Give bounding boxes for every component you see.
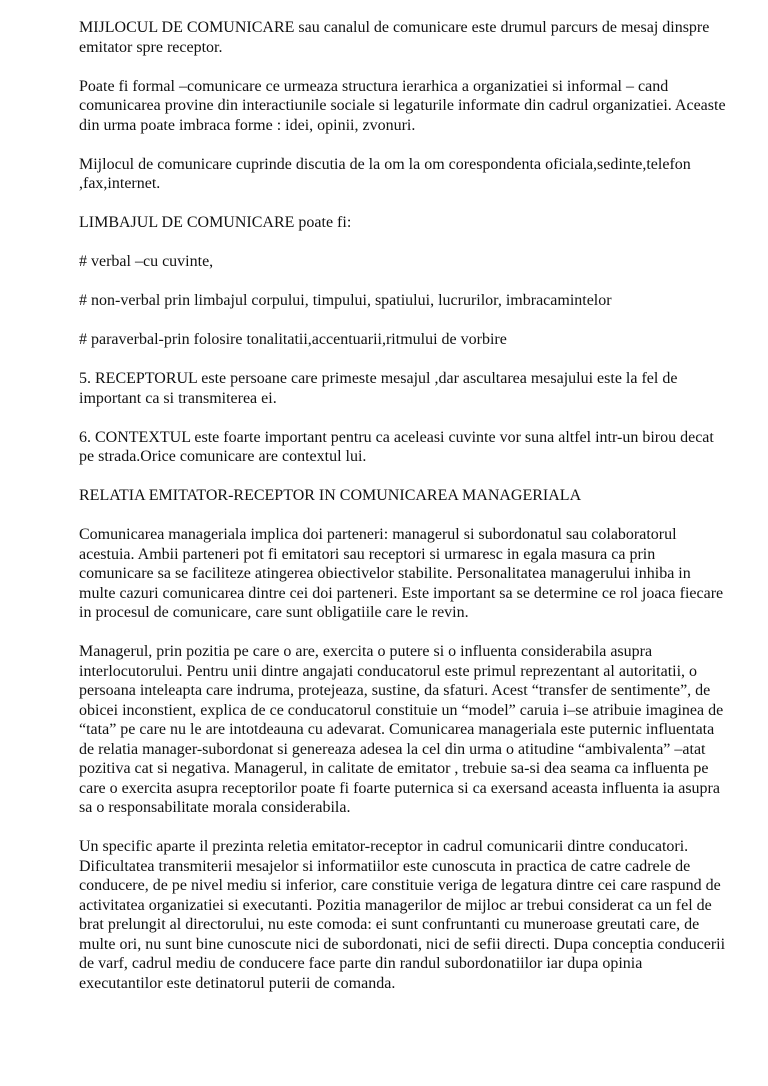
document-page bbox=[79, 18, 729, 1013]
list-item-non-verbal: # non-verbal prin limbajul corpului, timpului, spatiului, lucrurilor, imbracamintelor bbox=[79, 292, 612, 309]
paragraph-contextul: 6. CONTEXTUL este foarte important pentru ca aceleasi cuvinte vor suna altfel intr-un birou decat pe strada.Orice comunicare are contextul lui. bbox=[79, 428, 714, 465]
list-item-paraverbal: # paraverbal-prin folosire tonalitatii,accentuarii,ritmului de vorbire bbox=[79, 331, 507, 348]
paragraph-receptorul: 5. RECEPTORUL este persoane care primeste mesajul ,dar ascultarea mesajului este la fel de important ca si transmiterea ei. bbox=[79, 370, 678, 407]
section-heading-relatia: RELATIA EMITATOR-RECEPTOR IN COMUNICAREA MANAGERIALA bbox=[79, 487, 582, 504]
paragraph-managerul: Managerul, prin pozitia pe care o are, exercita o putere si o influenta considerabila asupra interlocutorului. Pentru unii dintre angajati conducatorul este primul reprezentant al autoritatii, o persoana inteleapta care indruma, protejeaza, sustine, da sfaturi. Acest “transfer de sentimente”, de obicei inconstient, explica de ce conducatorul constituie un “model” caruia i–se atribuie imaginea de “tata” pe care nu le are intotdeauna cu adevarat. Comunicarea manageriala este puternic influentata de relatia manager-subordonat si genereaza adesea la cel din urma o atitudine “ambivalenta” –atat pozitiva cat si negativa. Managerul, in calitate de emitator , trebuie sa-si dea seama ca influenta pe care o exercita asupra receptorilor poate fi foarte puternica si ca exersand aceasta influenta ia asupra sa o responsabilitate morala considerabila. bbox=[79, 643, 724, 816]
paragraph-specific-aparte: Un specific aparte il prezinta reletia emitator-receptor in cadrul comunicarii dintre conducatori. Dificultatea transmiterii mesajelor si informatiilor este cunoscuta in practica de catre cadrele de conducere, de pe nivel mediu si inferior, care constituie veriga de legatura dintre cei care raspund de activitatea organizatiei si executanti. Pozitia managerilor de mijloc ar trebui considerat ca un fel de brat prelungit al directorului, nu este comoda: ei sunt confruntanti cu muneroase greutati care, de multe ori, nu sunt bine cunoscute nici de subordonati, nici de sefii directi. Dupa conceptia conducerii de varf, cadrul mediu de conducere face parte din randul subordonatiilor iar dupa opinia executantilor este detinatorul puterii de comanda. bbox=[79, 838, 726, 992]
list-item-verbal: # verbal –cu cuvinte, bbox=[79, 253, 214, 270]
paragraph-limbajul-heading: LIMBAJUL DE COMUNICARE poate fi: bbox=[79, 214, 352, 231]
paragraph-formal-informal: Poate fi formal –comunicare ce urmeaza structura ierarhica a organizatiei si informal – cand comunicarea provine din interactiunile sociale si legaturile informate din cadrul organizatiei. Aceaste din urma poate imbraca forme : idei, opinii, zvonuri. bbox=[79, 77, 726, 134]
paragraph-comunicarea-manageriala: Comunicarea manageriala implica doi parteneri: managerul si subordonatul sau colaboratorul acestuia. Ambii parteneri pot fi emitatori sau receptori si urmaresc in egala masura ca prin comunicare sa se faciliteze atingerea obiectivelor stabilite. Personalitatea managerului inhiba in multe cazuri comunicarea dintre cei doi parteneri. Este important sa se determine ce rol joaca fiecare in procesul de comunicare, care sunt obligatiile care le revin. bbox=[79, 526, 724, 621]
paragraph-mijlocul-de-comunicare: MIJLOCUL DE COMUNICARE sau canalul de comunicare este drumul parcurs de mesaj dinspre emitator spre receptor. bbox=[79, 19, 710, 56]
paragraph-mijloc-cuprinde: Mijlocul de comunicare cuprinde discutia de la om la om corespondenta oficiala,sedinte,telefon ,fax,internet. bbox=[79, 155, 691, 192]
